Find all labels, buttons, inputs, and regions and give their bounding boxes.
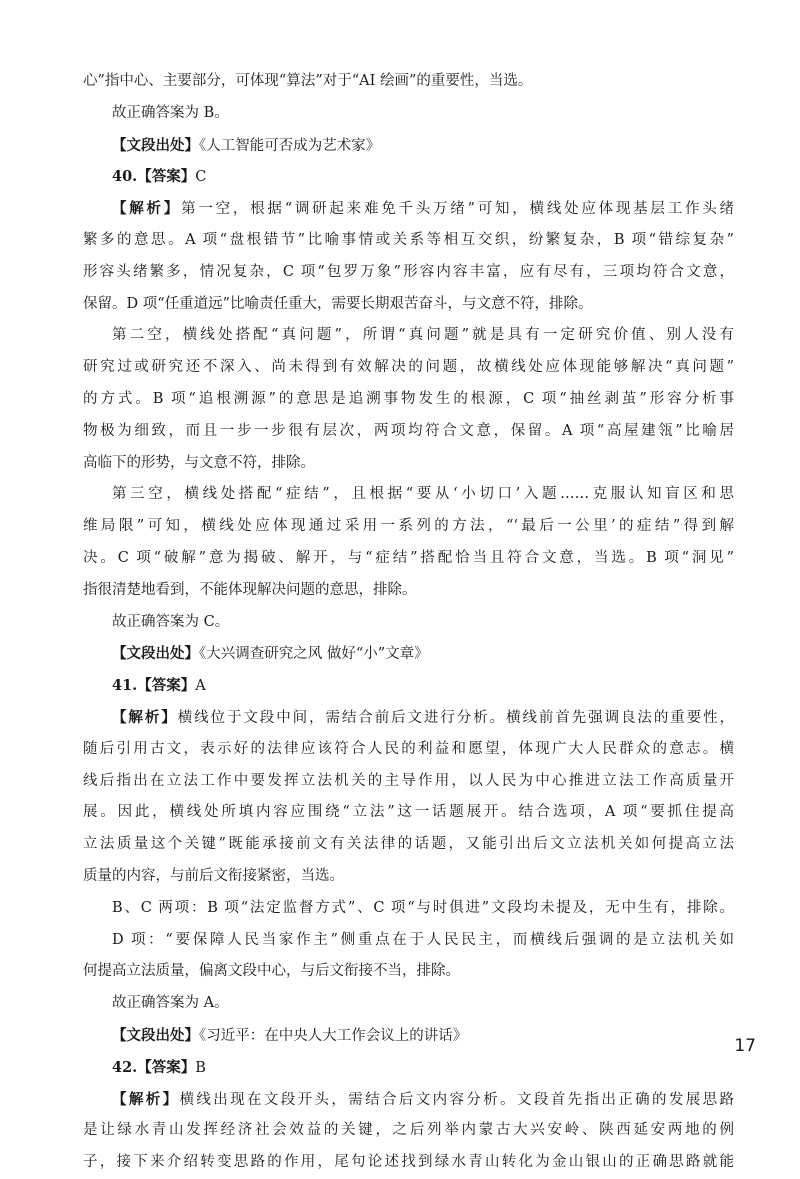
text-line (83, 861, 734, 893)
body-text: 横线出现在文段开头，需结合后文内容分析。文段首先指出正确的发展思路 (179, 1091, 734, 1108)
text-line (83, 320, 734, 352)
body-text: 《人工智能可否成为艺术家》 (199, 137, 381, 154)
body-text: 故正确答案为 B。 (112, 104, 229, 121)
body-text: 决。C 项“破解”意为揭破、解开，与“症结”搭配恰当且符合文意，当选。B 项“洞见” (83, 549, 734, 566)
body-text: 是让绿水青山发挥经济社会效益的关键，之后列举内蒙古大兴安岭、陕西延安两地的例 (83, 1122, 734, 1139)
text-line (83, 1115, 734, 1147)
body-text: 随后引用古文，表示好的法律应该符合人民的利益和愿望，体现广大人民群众的意志。横 (83, 740, 734, 757)
text-line (83, 575, 734, 607)
body-text: 心”指中心、主要部分，可体现“算法”对于“AI 绘画”的重要性，当选。 (83, 73, 533, 89)
text-line (83, 607, 734, 639)
body-text: 繁多的意思。A 项“盘根错节”比喻事情或关系等相互交织，纷繁复杂，B 项“错综复杂” (83, 231, 734, 248)
text-line (83, 448, 734, 480)
body-text: 研究过或研究还不深入、尚未得到有效解决的问题，故横线处应体现能够解决“真问题” (83, 359, 734, 376)
text-line (83, 384, 734, 416)
body-text: 维局限”可知，横线处应体现通过采用一系列的方法，“‘最后一公里’的症结”得到解 (83, 518, 734, 535)
label-text: 41.【答案】 (112, 677, 196, 695)
body-text: 指很清楚地看到，不能体现解决问题的意思，排除。 (83, 581, 417, 598)
body-text: 《习近平：在中央人大工作会议上的讲话》 (199, 1027, 468, 1044)
text-line (83, 1020, 734, 1052)
text-line (83, 511, 734, 543)
body-text: 横线位于文段中间，需结合前后文进行分析。横线前首先强调良法的重要性， (177, 709, 734, 726)
text-line (83, 925, 734, 957)
text-line (83, 1052, 734, 1084)
body-text: 故正确答案为 C。 (112, 613, 230, 630)
text-line (83, 734, 734, 766)
body-text: C (195, 169, 207, 186)
page-number: 17 (734, 1036, 756, 1056)
body-text: 子，接下来介绍转变思路的作用，尾句论述找到绿水青山转化为金山银山的正确思路就能 (83, 1154, 734, 1171)
label-text: 【文段出处】 (112, 645, 199, 663)
text-line (83, 416, 734, 448)
label-text: 【解析】 (112, 1090, 180, 1108)
body-text: 展。因此，横线处所填内容应围绕“立法”这一话题展开。结合选项，A 项“要抓住提高 (83, 804, 734, 821)
body-text: 何提高立法质量，偏离文段中心，与后文衔接不当，排除。 (83, 963, 460, 980)
text-line (83, 543, 734, 575)
label-text: 40.【答案】 (112, 168, 196, 186)
text-line (83, 479, 734, 511)
body-text: 第三空，横线处搭配“症结”，且根据“要从‘小切口’入题……克服认知盲区和思 (112, 486, 734, 503)
body-text: 质量的内容，与前后文衔接紧密，当选。 (83, 867, 344, 884)
body-text: 高临下的形势，与文意不符，排除。 (83, 454, 315, 471)
body-text: 第二空，横线处搭配“真问题”，所谓“真问题”就是具有一定研究价值、别人没有 (112, 327, 734, 344)
body-text: 故正确答案为 A。 (112, 995, 229, 1012)
text-line (83, 702, 734, 734)
text-line (83, 130, 734, 162)
body-text: 的方式。B 项“追根溯源”的意思是追溯事物发生的根源，C 项“抽丝剥茧”形容分析事 (83, 390, 734, 407)
text-line (83, 289, 734, 321)
body-text: B、C 两项：B 项“法定监督方式”、C 项“与时俱进”文段均未提及，无中生有，排除。 (112, 899, 734, 916)
text-line (83, 670, 734, 702)
text-line (83, 766, 734, 798)
text-line (83, 829, 734, 861)
body-text: 物极为细致，而且一步一步很有层次，两项均符合文意，保留。A 项“高屋建瓴”比喻居 (83, 422, 734, 439)
text-line (83, 66, 734, 98)
text-line (83, 257, 734, 289)
label-text: 42.【答案】 (112, 1058, 196, 1076)
label-text: 【解析】 (112, 708, 178, 726)
body-text: 形容头绪繁多，情况复杂，C 项“包罗万象”形容内容丰富，应有尽有，三项均符合文意， (83, 263, 734, 280)
body-text: D 项：“要保障人民当家作主”侧重点在于人民民主，而横线后强调的是立法机关如 (112, 931, 734, 948)
body-text: 《大兴调查研究之风 做好“小”文章》 (199, 646, 429, 663)
text-line (83, 893, 734, 925)
text-line (83, 193, 734, 225)
body-text: 立法质量这个关键”既能承接前文有关法律的话题，又能引出后文立法机关如何提高立法 (83, 836, 734, 853)
text-line (83, 956, 734, 988)
text-line (83, 352, 734, 384)
label-text: 【文段出处】 (112, 1026, 199, 1044)
text-line (83, 225, 734, 257)
body-text: A (195, 678, 206, 695)
text-line (83, 797, 734, 829)
text-line (83, 1147, 734, 1179)
body-text: B (195, 1059, 206, 1076)
text-line (83, 98, 734, 130)
text-line (83, 988, 734, 1020)
label-text: 【文段出处】 (112, 136, 199, 154)
label-text: 【解析】 (112, 200, 182, 218)
document-body (83, 66, 734, 1179)
body-text: 第一空，根据“调研起来难免千头万绪”可知，横线处应体现基层工作头绪 (181, 201, 734, 218)
body-text: 线后指出在立法工作中要发挥立法机关的主导作用，以人民为中心推进立法工作高质量开 (83, 772, 734, 789)
body-text: 保留。D 项“任重道远”比喻责任重大，需要长期艰苦奋斗，与文意不符，排除。 (83, 295, 593, 312)
text-line (83, 638, 734, 670)
text-line (83, 161, 734, 193)
